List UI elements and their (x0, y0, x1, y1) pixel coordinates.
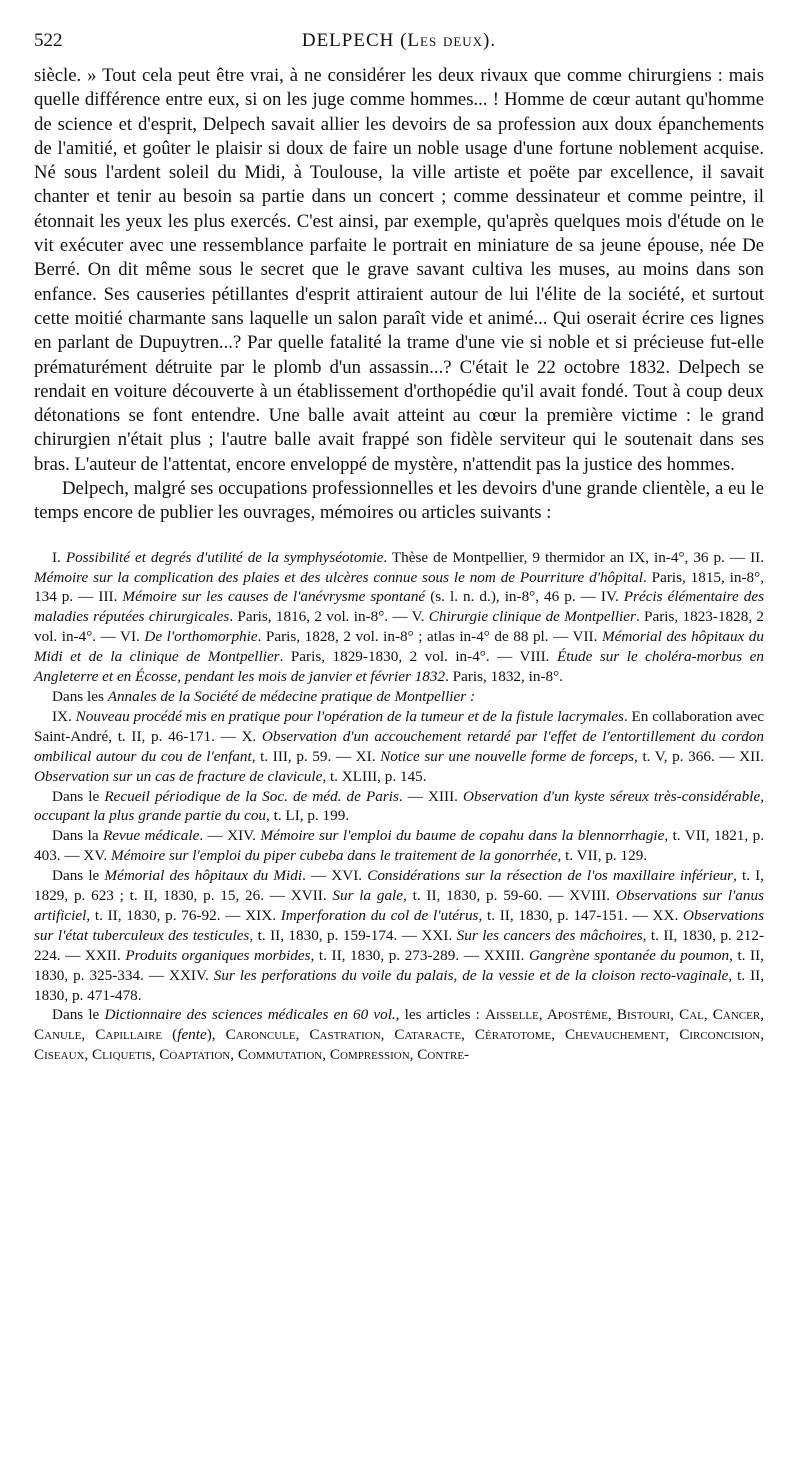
italic-title: Revue médicale (103, 827, 200, 845)
italic-title: Gangrène spontanée du poumon (528, 946, 730, 964)
article-list: Aisselle, Apostème, Bistouri, Cal, Cancer, Canule, Capillaire (34, 1006, 764, 1044)
bibliography-entry (34, 687, 764, 707)
text-run: , t. II, 1830, p. 273-289. — XXIII. (310, 946, 529, 964)
italic-title: Annales de la Société de médecine pratique de Montpellier : (107, 687, 476, 705)
italic-title: fente (177, 1026, 207, 1044)
italic-title: Précis élémentaire des maladies réputées chirurgicales (34, 588, 764, 626)
italic-title: Possibilité et degrés d'utilité de la symphyséotomie (65, 548, 384, 566)
text-run: . Paris, 1832, in-8°. (445, 668, 563, 686)
bibliography-entry (34, 548, 764, 687)
page-header (34, 30, 764, 64)
text-run: , t. VII, 1821, p. 403. — XV. (34, 827, 764, 865)
bibliography-entry (34, 707, 764, 787)
text-run: . Paris, 1815, in-8°, 134 p. — III. (34, 568, 764, 606)
text-run: ), (206, 1026, 226, 1044)
text-run: , t. II, 1830, p. 76-92. — XIX. (86, 906, 281, 924)
italic-title: Mémoire sur l'emploi du piper cubeba dans le traitement de la gonorrhée (110, 847, 558, 865)
italic-title: Imperforation du col de l'utérus (280, 906, 479, 924)
text-run: , t. XLIII, p. 145. (322, 767, 427, 785)
text-run: , t. I, 1829, p. 623 ; t. II, 1830, p. 15, 26. — XVII. (34, 867, 764, 905)
text-run: . — XIV. (199, 827, 261, 845)
text-run: I. (52, 548, 66, 566)
italic-title: Dictionnaire des sciences médicales en 60 vol. (104, 1006, 396, 1024)
text-run: . En collaboration avec Saint-André, t. II, p. 46-171. — X. (34, 707, 764, 745)
italic-title: Mémorial des hôpitaux du Midi (104, 867, 303, 885)
text-run: . Paris, 1816, 2 vol. in-8°. — V. (229, 608, 429, 626)
text-run: , t. LI, p. 199. (266, 807, 350, 825)
bibliography-entry (34, 866, 764, 1005)
italic-title: Recueil périodique de la Soc. de méd. de Paris (104, 787, 399, 805)
text-run: . Paris, 1828, 2 vol. in-8° ; atlas in-4° de 88 pl. — VII. (257, 628, 602, 646)
text-run: Dans la (52, 827, 103, 845)
text-run: . Paris, 1829-1830, 2 vol. in-4°. — VIII. (279, 648, 557, 666)
text-run: IX. (52, 707, 76, 725)
text-run: Dans le (52, 1006, 105, 1024)
italic-title: Mémoire sur l'emploi du baume de copahu dans la blennorrhagie (260, 827, 665, 845)
bibliography-entry (34, 787, 764, 827)
italic-title: Notice sur une nouvelle forme de forceps (380, 747, 635, 765)
italic-title: Sur la gale (332, 887, 404, 905)
article-list: Caroncule, Castration, Cataracte, Cératotome, Chevauchement, Circoncision, Ciseaux, Cliquetis, Coaptation, Commutation, Compression, Contre- (34, 1026, 765, 1064)
text-run: Dans le (52, 867, 105, 885)
italic-title: Étude sur le choléra-morbus en Angleterre et en Écosse, pendant les mois de janvier et février 1832 (34, 648, 764, 686)
main-text (34, 64, 764, 526)
italic-title: Observations sur l'état tuberculeux des testicules (34, 906, 765, 944)
text-run: , t. VII, p. 129. (557, 847, 648, 865)
text-run: Dans les (52, 687, 108, 705)
italic-title: Observation d'un accouchement retardé par l'effet de l'entortillement du cordon ombilical autour du cou de l'enfant (34, 727, 764, 765)
running-head: DELPECH (Les deux). (301, 30, 497, 51)
italic-title: Nouveau procédé mis en pratique pour l'opération de la tumeur et de la fistule lacrymales (75, 707, 624, 725)
italic-title: Mémoire sur la complication des plaies et des ulcères connue sous le nom de Pourriture d'hôpital (34, 568, 643, 586)
italic-title: Sur les cancers des mâchoires (456, 926, 643, 944)
bibliography (34, 548, 764, 1066)
italic-title: Chirurgie clinique de Montpellier (428, 608, 636, 626)
italic-title: Mémoire sur les causes de l'anévrysme spontané (122, 588, 426, 606)
text-run: , t. II, 1830, p. 59-60. — XVIII. (403, 887, 616, 905)
italic-title: Observation sur un cas de fracture de clavicule (34, 767, 323, 785)
italic-title: Sur les perforations du voile du palais, de la vessie et de la cloison recto-vaginale (213, 966, 729, 984)
page-number: 522 (34, 30, 63, 51)
text-run: , t. II, 1830, p. 212-224. — XXII. (34, 926, 765, 964)
body-paragraph: siècle. » Tout cela peut être vrai, à ne considérer les deux rivaux que comme chirurgiens : mais quelle différence entre eux, si on les juge comme hommes... ! Homme de cœur autant qu'homme de science et d'esprit, Delpech savait allier les devoirs de sa profession aux doux épanchements de l'amitié, et goûter le plaisir si doux de faire un noble usage d'une fortune noblement acquise. Né sous l'ardent soleil du Midi, à Toulouse, la ville artiste et poëte par excellence, il savait chanter et tenir au besoin sa partie dans un concert ; comme dessinateur et comme peintre, il étonnait les yeux les plus exercés. C'est ainsi, par exemple, qu'après quelques mois d'étude on le vit exécuter avec une ressemblance parfaite le portrait en miniature de sa jeune épouse, née De Berré. On dit même sous le secret que le grave savant cultiva les muses, au moins dans son enfance. Ses causeries pétillantes d'esprit attiraient autour de lui l'élite de la société, et surtout cette moitié charmante sans laquelle un salon paraît vide et animé... Qui oserait écrire ces lignes en parlant de Dupuytren...? Par quelle fatalité la trame d'une vie si noble et si précieuse fut-elle prématurément détruite par le plomb d'un assassin...? C'était le 22 octobre 1832. Delpech se rendait en voiture découverte à un établissement d'orthopédie qu'il avait fondé. Tout à coup deux détonations se font entendre. Une balle avait atteint au cœur la première victime : le grand chirurgien n'était plus ; l'autre balle avait frappé son fidèle serviteur qui le soutenait dans ses bras. L'auteur de l'attentat, encore enveloppé de mystère, n'attendit pas la justice des hommes. (34, 65, 764, 475)
text-run: . — XVI. (302, 867, 368, 885)
italic-title: Mémorial des hôpitaux du Midi et de la clinique de Montpellier (34, 628, 764, 666)
italic-title: Considérations sur la résection de l'os maxillaire inférieur (367, 867, 734, 885)
bibliography-entry (34, 1005, 764, 1065)
text-run: , les articles : (395, 1006, 485, 1024)
italic-title: Observations sur l'anus artificiel (34, 887, 765, 924)
italic-title: De l'orthomorphie (144, 628, 258, 646)
text-run: , t. V, p. 366. — XII. (634, 747, 765, 765)
text-run: . Paris, 1823-1828, 2 vol. in-4°. — VI. (34, 608, 765, 646)
text-run: . Thèse de Montpellier, 9 thermidor an IX, in-4°, 36 p. — II. (383, 548, 764, 566)
italic-title: Produits organiques morbides (125, 946, 311, 964)
text-run: (s. l. n. d.), in-8°, 46 p. — IV. (425, 588, 624, 606)
text-run: , t. III, p. 59. — XI. (251, 747, 381, 765)
body-paragraph: Delpech, malgré ses occupations professionnelles et les devoirs d'une grande clientèle, a eu le temps encore de publier les ouvrages, mémoires ou articles suivants : (34, 478, 764, 524)
bibliography-entry (34, 826, 764, 866)
text-run: , t. II, 1830, p. 325-334. — XXIV. (34, 946, 764, 984)
text-run: , t. II, 1830, p. 147-151. — XX. (478, 906, 684, 924)
text-run: Dans le (52, 787, 105, 805)
italic-title: Observation d'un kyste séreux très-considérable, occupant la plus grande partie du cou (34, 787, 764, 825)
text-run: , t. II, 1830, p. 159-174. — XXI. (249, 926, 457, 944)
text-run: ( (162, 1026, 178, 1044)
text-run: , t. II, 1830, p. 471-478. (34, 966, 764, 1004)
text-run: . — XIII. (398, 787, 464, 805)
